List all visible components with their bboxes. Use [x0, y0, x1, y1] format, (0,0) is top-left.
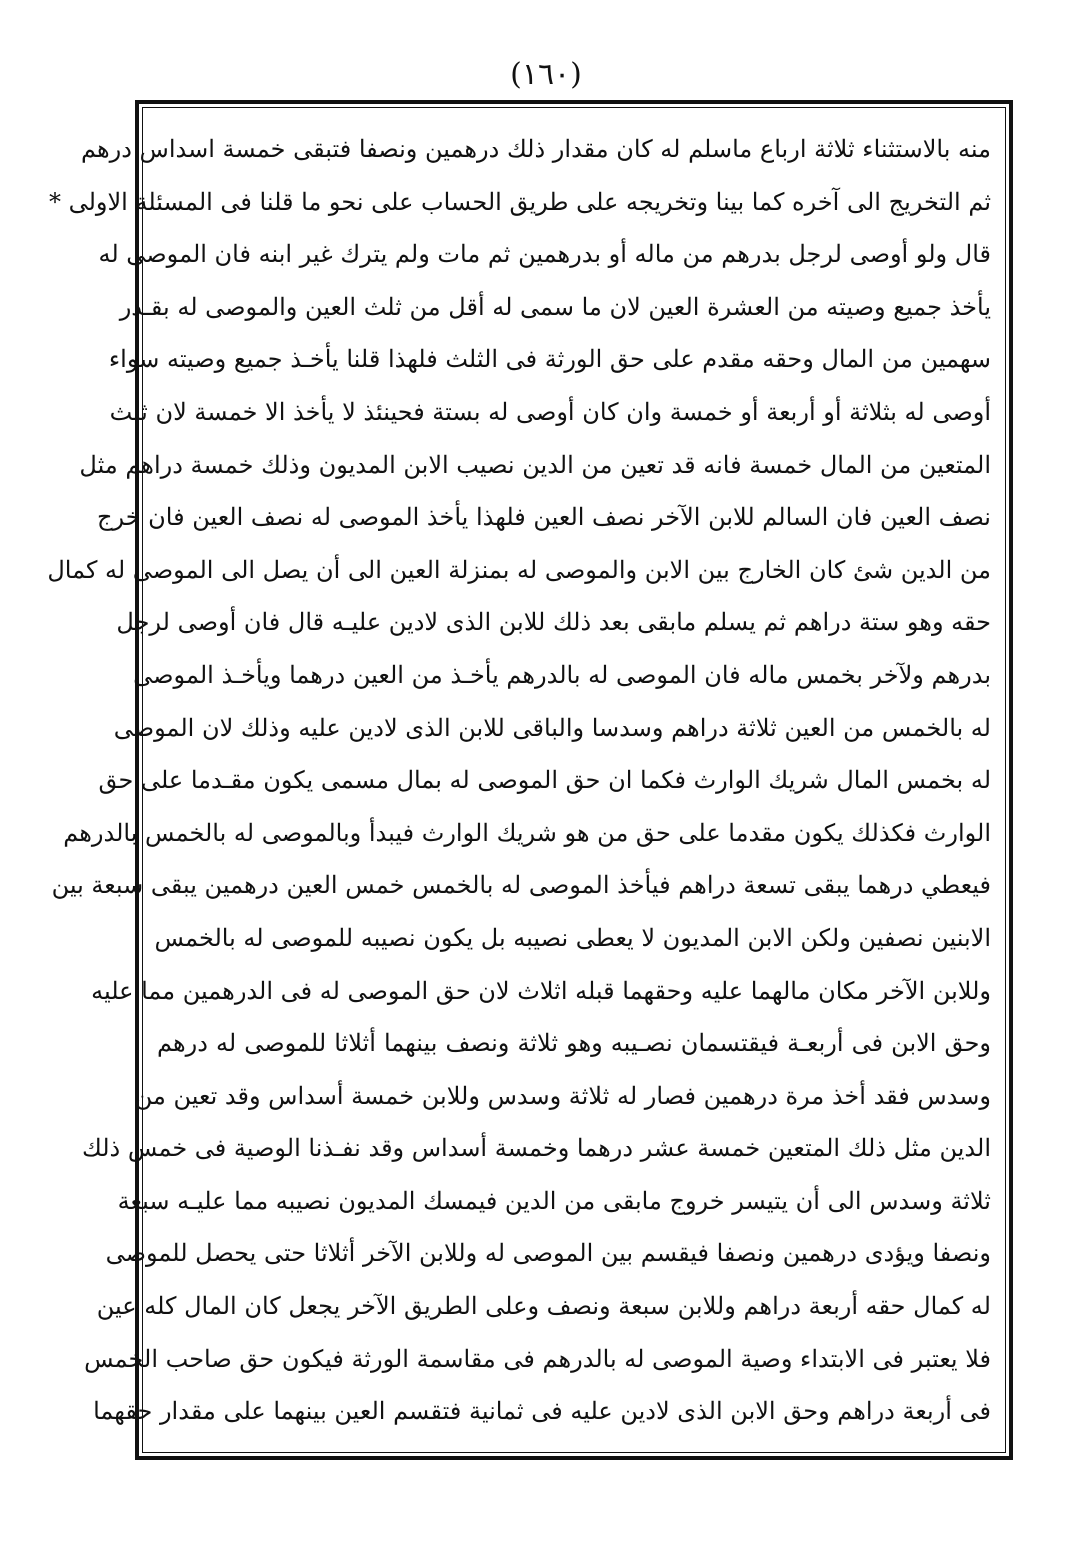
text-line-4: يأخذ جميع وصيته من العشرة العين لان ما سمى له أقل من ثلث العين والموصى له بقـدر — [119, 292, 991, 321]
text-line-13: له بخمس المال شريك الوارث فكما ان حق الموصى له بمال مسمى يكون مقـدما على حق — [98, 766, 991, 795]
text-line-24: فلا يعتبر فى الابتداء وصية الموصى له بالدرهم فى مقاسمة الورثة فيكون حق صاحب الخمس — [84, 1344, 991, 1373]
text-line-19: وسدس فقد أخذ مرة درهمين فصار له ثلاثة وسدس وللابن خمسة أسداس وقد تعين من — [134, 1081, 991, 1110]
text-line-23: له كمال حقه أربعة دراهم وللابن سبعة ونصف وعلى الطريق الآخر يجعل كان المال كله عين — [96, 1292, 991, 1321]
text-line-20: الدين مثل ذلك المتعين خمسة عشر درهما وخمسة أسداس وقد نفـذنا الوصية فى خمس ذلك — [82, 1134, 991, 1163]
text-line-3: قال ولو أوصى لرجل بدرهم من ماله أو بدرهمين ثم مات ولم يترك غير ابنه فان الموصى له — [98, 240, 991, 269]
text-line-7: المتعين من المال خمسة فانه قد تعين من الدين نصيب الابن المديون وذلك خمسة دراهم مثل — [79, 450, 991, 479]
text-line-22: ونصفا ويؤدى درهمين ونصفا فيقسم بين الموصى له وللابن الآخر أثلاثا حتى يحصل للموصى — [105, 1239, 991, 1268]
page-number: (١٦٠) — [510, 57, 582, 92]
text-line-2: ثم التخريج الى آخره كما بينا وتخريجه على طريق الحساب على نحو ما قلنا فى المسئلة الاولى * — [48, 187, 991, 216]
text-line-12: له بالخمس من العين ثلاثة دراهم وسدسا والباقى للابن الذى لادين عليه وذلك لان الموصى — [113, 713, 991, 742]
text-line-15: فيعطي درهما يبقى تسعة دراهم فيأخذ الموصى له بالخمس خمس العين درهمين يبقى سبعة بين — [51, 871, 991, 900]
text-line-9: من الدين شئ كان الخارج بين الابن والموصى له بمنزلة العين الى أن يصل الى الموصى له كمال — [47, 555, 991, 584]
text-line-6: أوصى له بثلاثة أو أربعة أو خمسة وان كان أوصى له بستة فحينئذ لا يأخذ الا خمسة لان ثلث — [109, 397, 991, 426]
text-line-25: فى أربعة دراهم وحق الابن الذى لادين عليه فى ثمانية فتقسم العين بينهما على مقدار حقهما — [93, 1397, 991, 1426]
text-line-10: حقه وهو ستة دراهم ثم يسلم مابقى بعد ذلك للابن الذى لادين عليـه قال فان أوصى لرجل — [116, 608, 991, 637]
text-line-16: الابنين نصفين ولكن الابن المديون لا يعطى نصيبه بل يكون نصيبه للموصى له بالخمس — [154, 923, 991, 952]
text-line-21: ثلاثة وسدس الى أن يتيسر خروج مابقى من الدين فيمسك المديون نصيبه مما عليـه سبعة — [117, 1186, 991, 1215]
text-line-17: وللابن الآخر مكان مالهما عليه وحقهما قبله اثلاث لان حق الموصى له فى الدرهمين مما عليه — [91, 976, 991, 1005]
text-line-1: منه بالاستثناء ثلاثة ارباع ماسلم له كان مقدار ذلك درهمين ونصفا فتبقى خمسة اسداس درهم — [80, 135, 991, 163]
text-line-8: نصف العين فان السالم للابن الآخر نصف العين فلهذا يأخذ الموصى له نصف العين فان خرج — [96, 503, 991, 532]
text-line-11: بدرهم ولآخر بخمس ماله فان الموصى له بالدرهم يأخـذ من العين درهما ويأخـذ الموصى — [133, 660, 991, 689]
text-line-14: الوارث فكذلك يكون مقدما على حق من هو شريك الوارث فيبدأ وبالموصى له بالخمس بالدرهم — [63, 818, 991, 847]
text-line-18: وحق الابن فى أربعـة فيقتسمان نصـيبه وهو ثلاثة ونصف بينهما أثلاثا للموصى له درهم — [157, 1029, 991, 1058]
body-text — [47, 123, 991, 1438]
text-line-5: سهمين من المال وحقه مقدم على حق الورثة فى الثلث فلهذا قلنا يأخـذ جميع وصيته سواء — [108, 345, 991, 374]
